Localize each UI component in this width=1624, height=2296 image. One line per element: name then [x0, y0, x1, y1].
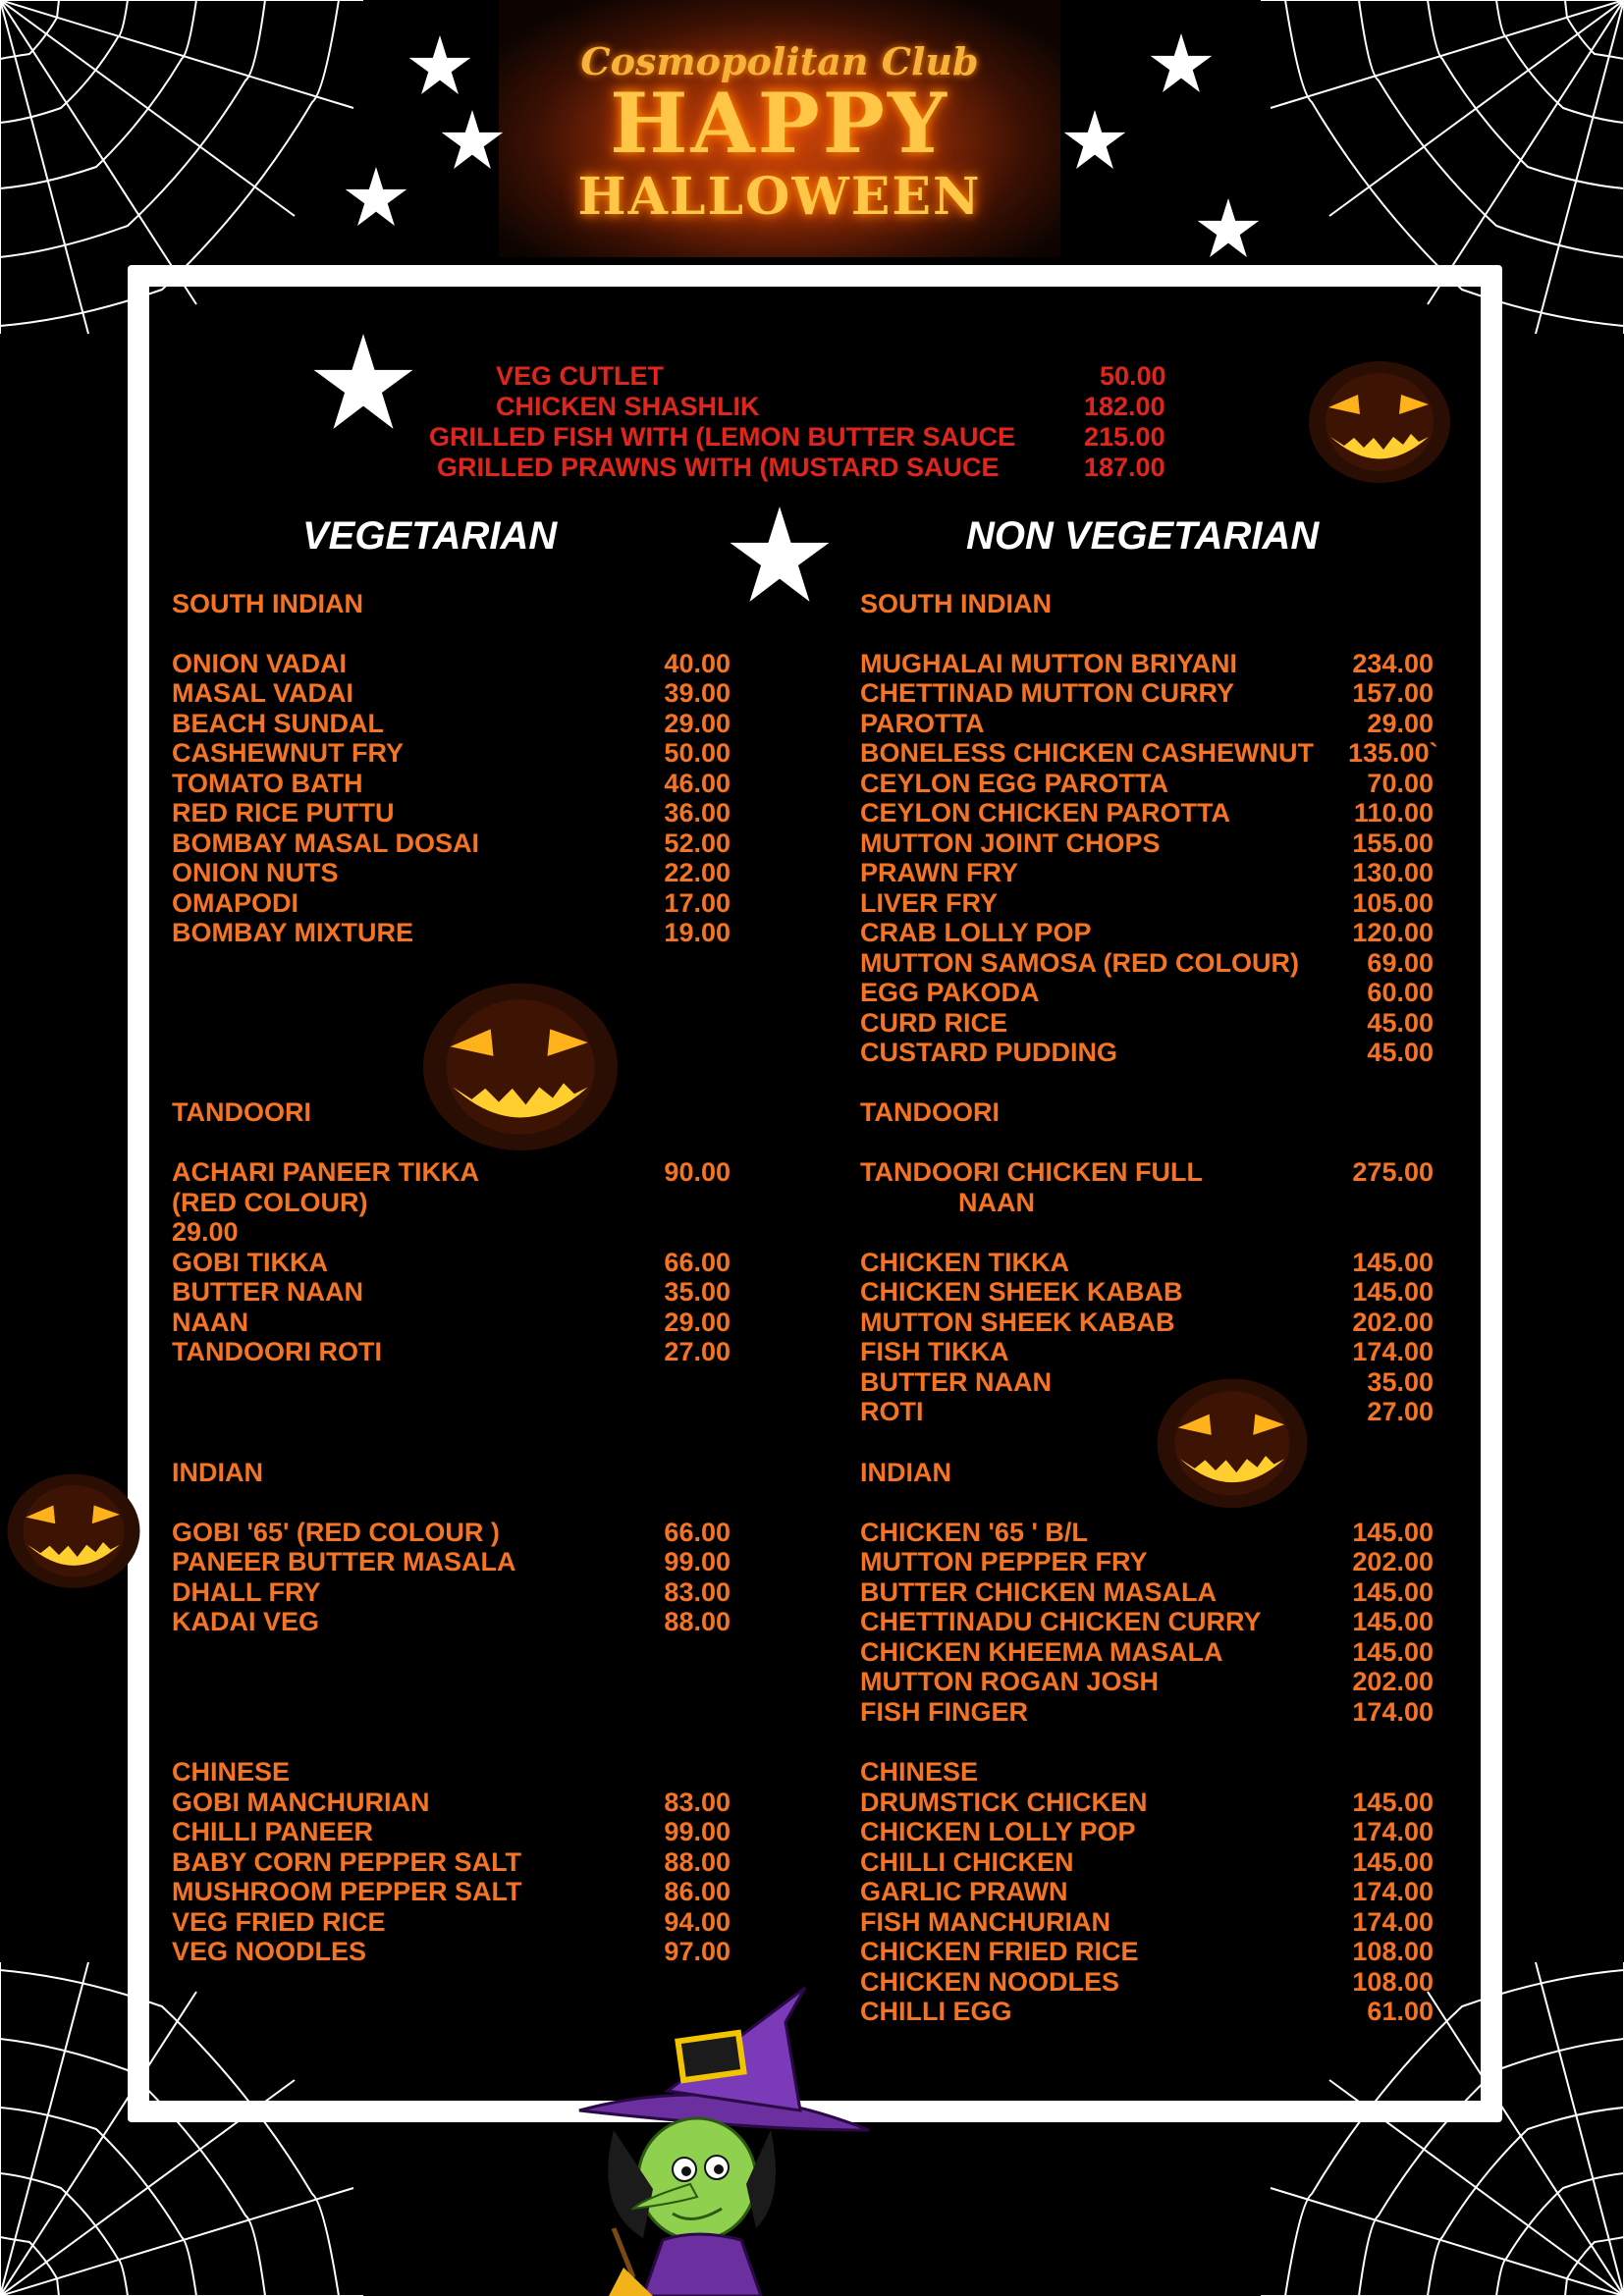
menu-item-name: CHILLI PANEER: [172, 1817, 374, 1846]
menu-item-name: CHICKEN KHEEMA MASALA: [860, 1637, 1223, 1667]
menu-item-price: 66.00: [664, 1248, 731, 1277]
menu-item-name: ACHARI PANEER TIKKA: [172, 1157, 480, 1187]
menu-item-price: 275.00: [1352, 1157, 1434, 1187]
menu-item-name: PRAWN FRY: [860, 858, 1018, 887]
menu-item-name: CEYLON EGG PAROTTA: [860, 769, 1169, 798]
menu-item-price: 70.00: [1367, 769, 1434, 798]
menu-item-price: 29.00: [664, 709, 731, 738]
menu-item-name: MASAL VADAI: [172, 678, 354, 708]
halloween-title: HALLOWEEN: [577, 167, 982, 227]
menu-item-price: 45.00: [1367, 1008, 1434, 1038]
section-title: INDIAN: [860, 1458, 951, 1487]
menu-item-price: 86.00: [664, 1877, 731, 1906]
menu-item-price: 174.00: [1352, 1337, 1434, 1366]
menu-item-price: 234.00: [1352, 649, 1434, 678]
menu-item-price: 36.00: [664, 798, 731, 828]
special-price: 187.00: [1084, 453, 1165, 482]
menu-item-name: GOBI MANCHURIAN: [172, 1788, 430, 1817]
menu-item-name: LIVER FRY: [860, 888, 999, 918]
special-name: GRILLED PRAWNS WITH (MUSTARD SAUCE: [437, 453, 1000, 482]
menu-item-name: BUTTER NAAN: [172, 1277, 363, 1307]
menu-item-price: 52.00: [664, 828, 731, 858]
menu-item-name: DHALL FRY: [172, 1577, 321, 1607]
happy-title: HAPPY: [610, 75, 949, 172]
menu-item-name: CHILLI CHICKEN: [860, 1847, 1074, 1877]
menu-item-name: GOBI TIKKA: [172, 1248, 328, 1277]
menu-item-name: VEG FRIED RICE: [172, 1907, 386, 1937]
menu-item-price: 22.00: [664, 858, 731, 887]
menu-item-price: 90.00: [664, 1157, 731, 1187]
menu-item-name: CHICKEN LOLLY POP: [860, 1817, 1136, 1846]
menu-item-price: 88.00: [664, 1847, 731, 1877]
star-icon: [440, 110, 505, 171]
menu-item-name: TANDOORI ROTI: [172, 1337, 382, 1366]
special-price: 50.00: [1100, 361, 1166, 391]
special-price: 215.00: [1084, 422, 1165, 452]
menu-item-price: 145.00: [1352, 1788, 1434, 1817]
menu-item-price: 202.00: [1352, 1547, 1434, 1576]
menu-item-name: CASHEWNUT FRY: [172, 738, 404, 768]
menu-item-name: BOMBAY MIXTURE: [172, 918, 414, 947]
menu-item-price: 40.00: [664, 649, 731, 678]
menu-item-name: FISH TIKKA: [860, 1337, 1009, 1366]
menu-item-name: BEACH SUNDAL: [172, 709, 384, 738]
menu-item-price: 99.00: [664, 1547, 731, 1576]
menu-item-name: EGG PAKODA: [860, 978, 1040, 1007]
menu-item-name: CHICKEN TIKKA: [860, 1248, 1069, 1277]
menu-item-name: MUTTON JOINT CHOPS: [860, 828, 1161, 858]
star-icon: [725, 507, 835, 605]
menu-item-name: CHICKEN FRIED RICE: [860, 1937, 1139, 1966]
star-icon: [1062, 110, 1127, 171]
menu-item-price: 19.00: [664, 918, 731, 947]
menu-item-price: 174.00: [1352, 1877, 1434, 1906]
menu-item-name: CEYLON CHICKEN PAROTTA: [860, 798, 1230, 828]
menu-item-price: 35.00: [664, 1277, 731, 1307]
special-name: GRILLED FISH WITH (LEMON BUTTER SAUCE: [429, 422, 1015, 452]
star-icon: [1196, 198, 1261, 259]
menu-item-name: ONION VADAI: [172, 649, 348, 678]
menu-item-price: 145.00: [1352, 1518, 1434, 1547]
menu-item-price: 35.00: [1367, 1367, 1434, 1397]
menu-item-price: 105.00: [1352, 888, 1434, 918]
special-name: CHICKEN SHASHLIK: [496, 392, 760, 421]
menu-item-price: 110.00: [1353, 798, 1434, 828]
menu-item-price: 50.00: [664, 738, 731, 768]
menu-item-name: MUTTON SHEEK KABAB: [860, 1308, 1175, 1337]
menu-item-price: 17.00: [664, 888, 731, 918]
menu-item-price: 66.00: [664, 1518, 731, 1547]
menu-item-price: 130.00: [1352, 858, 1434, 887]
jack-o-lantern-icon: [1149, 1360, 1316, 1517]
menu-item-price: 135.00`: [1348, 738, 1438, 768]
menu-item-name: ROTI: [860, 1397, 924, 1426]
menu-item-name: TOMATO BATH: [172, 769, 363, 798]
menu-item-name: MUTTON SAMOSA (RED COLOUR): [860, 948, 1299, 978]
menu-item-price: 145.00: [1352, 1847, 1434, 1877]
menu-item-name: MUTTON PEPPER FRY: [860, 1547, 1148, 1576]
menu-item-name: BOMBAY MASAL DOSAI: [172, 828, 480, 858]
menu-item-price: 97.00: [664, 1937, 731, 1966]
menu-item-name: GOBI '65' (RED COLOUR ): [172, 1518, 500, 1547]
menu-item-name: KADAI VEG: [172, 1607, 320, 1636]
menu-item-price: 155.00: [1352, 828, 1434, 858]
menu-item-price: 202.00: [1352, 1308, 1434, 1337]
jack-o-lantern-icon: [1301, 344, 1458, 491]
menu-item-name: RED RICE PUTTU: [172, 798, 395, 828]
special-price: 182.00: [1084, 392, 1165, 421]
menu-item-name: MUTTON ROGAN JOSH: [860, 1667, 1160, 1696]
witch-icon: [574, 1983, 869, 2296]
menu-item-price: 39.00: [664, 678, 731, 708]
menu-item-name: GARLIC PRAWN: [860, 1877, 1068, 1906]
menu-item-price: 108.00: [1352, 1937, 1434, 1966]
menu-item-name: MUGHALAI MUTTON BRIYANI: [860, 649, 1237, 678]
menu-item-price: 83.00: [664, 1788, 731, 1817]
menu-item-price: 29.00: [172, 1217, 239, 1247]
section-title: TANDOORI: [172, 1097, 311, 1127]
menu-item-price: 60.00: [1367, 978, 1434, 1007]
menu-item-price: 157.00: [1352, 678, 1434, 708]
menu-item-price: 174.00: [1352, 1907, 1434, 1937]
menu-item-price: 27.00: [664, 1337, 731, 1366]
menu-item-price: 120.00: [1352, 918, 1434, 947]
menu-item-price: 145.00: [1352, 1277, 1434, 1307]
menu-item-price: 174.00: [1352, 1697, 1434, 1727]
section-title: SOUTH INDIAN: [860, 589, 1052, 618]
menu-item-price: 29.00: [1367, 709, 1434, 738]
menu-item-price: 145.00: [1352, 1607, 1434, 1636]
menu-item-name: CURD RICE: [860, 1008, 1008, 1038]
menu-item-name: FISH FINGER: [860, 1697, 1029, 1727]
menu-item-name: FISH MANCHURIAN: [860, 1907, 1110, 1937]
menu-item-name: CRAB LOLLY POP: [860, 918, 1092, 947]
menu-item-price: 83.00: [664, 1577, 731, 1607]
menu-item-price: 202.00: [1352, 1667, 1434, 1696]
star-icon: [344, 167, 408, 228]
menu-item-name: BUTTER CHICKEN MASALA: [860, 1577, 1217, 1607]
menu-item-price: 45.00: [1367, 1038, 1434, 1067]
header-banner: [499, 0, 1060, 257]
menu-item-name: DRUMSTICK CHICKEN: [860, 1788, 1148, 1817]
menu-item-price: 88.00: [664, 1607, 731, 1636]
star-icon: [1149, 33, 1214, 94]
section-title: INDIAN: [172, 1458, 263, 1487]
menu-item-name: NAAN: [172, 1308, 248, 1337]
menu-item-name: CHETTINADU CHICKEN CURRY: [860, 1607, 1262, 1636]
menu-item-note: NAAN: [958, 1188, 1035, 1217]
section-title: SOUTH INDIAN: [172, 589, 363, 618]
menu-item-name: BUTTER NAAN: [860, 1367, 1052, 1397]
menu-item-price: 174.00: [1352, 1817, 1434, 1846]
menu-item-name: BONELESS CHICKEN CASHEWNUT: [860, 738, 1315, 768]
special-name: VEG CUTLET: [496, 361, 665, 391]
menu-item-name: VEG NOODLES: [172, 1937, 367, 1966]
menu-item-price: 61.00: [1367, 1997, 1434, 2026]
menu-item-price: 46.00: [664, 769, 731, 798]
club-name: Cosmopolitan Club: [580, 39, 979, 83]
menu-item-name: PAROTTA: [860, 709, 985, 738]
menu-item-price: 145.00: [1352, 1637, 1434, 1667]
menu-item-name: CHICKEN SHEEK KABAB: [860, 1277, 1183, 1307]
jack-o-lantern-icon: [412, 957, 628, 1163]
jack-o-lantern-icon: [0, 1453, 147, 1600]
menu-item-name: PANEER BUTTER MASALA: [172, 1547, 516, 1576]
menu-item-note: (RED COLOUR): [172, 1188, 368, 1217]
menu-item-name: CHILLI EGG: [860, 1997, 1012, 2026]
menu-item-name: TANDOORI CHICKEN FULL: [860, 1157, 1203, 1187]
menu-item-name: CHICKEN NOODLES: [860, 1967, 1120, 1997]
menu-item-name: ONION NUTS: [172, 858, 339, 887]
star-icon: [407, 35, 472, 96]
menu-item-name: CHICKEN '65 ' B/L: [860, 1518, 1088, 1547]
menu-item-price: 29.00: [664, 1308, 731, 1337]
section-title: TANDOORI: [860, 1097, 1000, 1127]
menu-item-price: 108.00: [1352, 1967, 1434, 1997]
menu-item-price: 99.00: [664, 1817, 731, 1846]
menu-item-price: 145.00: [1352, 1248, 1434, 1277]
menu-item-price: 27.00: [1367, 1397, 1434, 1426]
menu-item-price: 69.00: [1367, 948, 1434, 978]
vegetarian-heading: VEGETARIAN: [302, 514, 558, 558]
menu-item-name: MUSHROOM PEPPER SALT: [172, 1877, 522, 1906]
star-icon: [308, 334, 418, 432]
section-title: CHINESE: [172, 1757, 291, 1787]
menu-item-name: CUSTARD PUDDING: [860, 1038, 1117, 1067]
menu-item-name: CHETTINAD MUTTON CURRY: [860, 678, 1234, 708]
non-vegetarian-heading: NON VEGETARIAN: [966, 514, 1320, 558]
menu-item-price: 145.00: [1352, 1577, 1434, 1607]
menu-item-name: OMAPODI: [172, 888, 299, 918]
menu-item-name: BABY CORN PEPPER SALT: [172, 1847, 522, 1877]
section-title: CHINESE: [860, 1757, 979, 1787]
menu-item-price: 94.00: [664, 1907, 731, 1937]
